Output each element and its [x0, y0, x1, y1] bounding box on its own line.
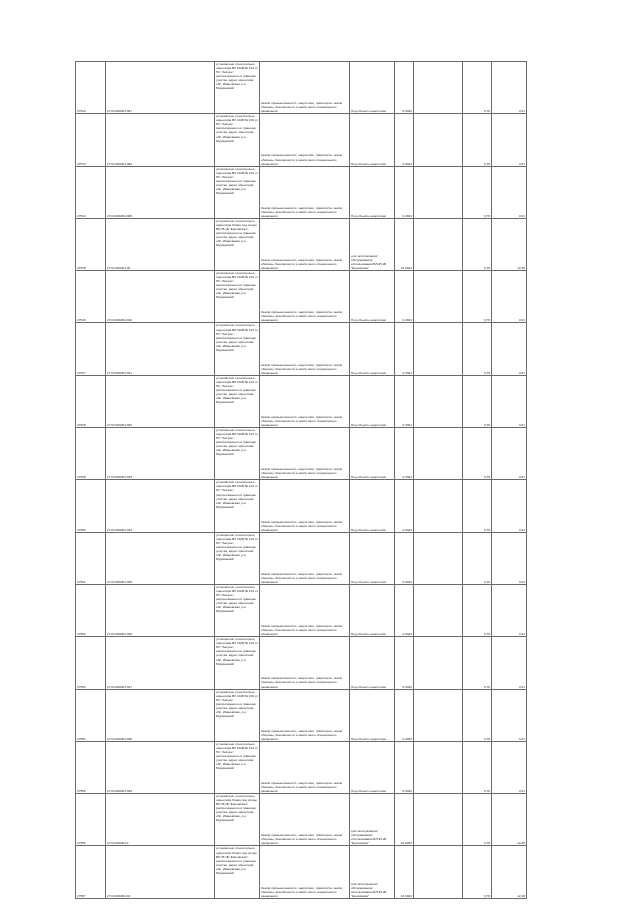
tax-amount-cell: 0,01 [492, 114, 527, 166]
cadastral-number-cell: 27:04:000001:390 [106, 271, 215, 323]
tax-amount-cell: 0,01 [492, 428, 527, 480]
permitted-use-cell: Под объекты энергетики [350, 62, 395, 114]
permitted-use-cell: Под объекты энергетики [350, 637, 395, 689]
permitted-use-cell: Под объекты энергетики [350, 584, 395, 636]
land-category-cell: Земли промышленности, энергетики, транспорта, земли обороны, безопасности и земли иного специального назначения [260, 637, 350, 689]
row-number-cell: 27554 [76, 689, 106, 741]
permitted-use-cell: Под объекты энергетики [350, 689, 395, 741]
row-number-cell: 27552 [76, 584, 106, 636]
area-cell: 0,0024 [395, 584, 414, 636]
row-number-cell: 27545 [76, 218, 106, 270]
row-number-cell: 27557 [76, 846, 106, 898]
permitted-use-cell: Под объекты энергетики [350, 166, 395, 218]
area-cell: 0,0024 [395, 271, 414, 323]
tax-rate-cell: 0,78 [463, 323, 492, 375]
permitted-use-cell: Под объекты энергетики [350, 323, 395, 375]
cadastral-number-cell: 27:04:000001:394 [106, 480, 215, 532]
table-body [76, 62, 527, 899]
row-number-cell: 27553 [76, 637, 106, 689]
land-category-cell: Земли промышленности, энергетики, транспорта, земли обороны, безопасности и земли иного специального назначения [260, 584, 350, 636]
cadastral-number-cell: 27:04:000001:398 [106, 689, 215, 741]
cadastral-number-cell: 27:04:000001:4 [106, 794, 215, 846]
tax-rate-cell: 0,78 [463, 218, 492, 270]
row-number-cell: 27549 [76, 428, 106, 480]
empty-cell [414, 166, 463, 218]
land-category-cell: Земли промышленности, энергетики, транспорта, земли обороны, безопасности и земли иного специального назначения [260, 323, 350, 375]
area-cell: 16,0024 [395, 846, 414, 898]
table-row [76, 689, 527, 741]
location-cell: установлено относительно ориентира ВЛ 10кВ № 104 от ПС "Амгунь", расположенного в границах участка, адрес ориентира: обл. Ивановская, р-н Мурманский [215, 323, 260, 375]
area-cell: 0,0024 [395, 637, 414, 689]
area-cell: 0,0024 [395, 114, 414, 166]
table-row [76, 375, 527, 427]
permitted-use-cell: для эксплуатации/обслуживания/использования ВЛ-35 кВ "Ершовская" [350, 846, 395, 898]
cadastral-number-cell: 27:04:000001:387 [106, 62, 215, 114]
tax-rate-cell: 0,78 [463, 584, 492, 636]
permitted-use-cell: Под объекты энергетики [350, 428, 395, 480]
land-category-cell: Земли промышленности, энергетики, транспорта, земли обороны, безопасности и земли иного специального назначения [260, 794, 350, 846]
table-row [76, 741, 527, 793]
tax-rate-cell: 0,78 [463, 271, 492, 323]
tax-amount-cell: 0,01 [492, 166, 527, 218]
cadastral-number-cell: 27:04:000001:396 [106, 584, 215, 636]
cadastral-number-cell: 27:04:000001:40 [106, 846, 215, 898]
tax-rate-cell: 0,78 [463, 532, 492, 584]
permitted-use-cell: Под объекты энергетики [350, 114, 395, 166]
land-category-cell: Земли промышленности, энергетики, транспорта, земли обороны, безопасности и земли иного специального назначения [260, 375, 350, 427]
tax-rate-cell: 0,78 [463, 794, 492, 846]
empty-cell [414, 218, 463, 270]
cadastral-number-cell: 27:04:000001:391 [106, 323, 215, 375]
location-cell: установлено относительно ориентира ВЛ 10кВ № 104 от ПС "Амгунь", расположенного в границах участка, адрес ориентира: обл. Ивановская, р-н Мурманский [215, 428, 260, 480]
area-cell: 0,0024 [395, 689, 414, 741]
table-row [76, 794, 527, 846]
table-row [76, 62, 527, 114]
location-cell: установлено относительно ориентира ВЛ 10кВ № 104 от ПС "Амгунь", расположенного в границах участка, адрес ориентира: обл. Ивановская, р-н Мурманский [215, 114, 260, 166]
tax-rate-cell: 0,78 [463, 375, 492, 427]
land-category-cell: Земли промышленности, энергетики, транспорта, земли обороны, безопасности и земли иного специального назначения [260, 218, 350, 270]
tax-rate-cell: 0,78 [463, 114, 492, 166]
tax-amount-cell: 0,01 [492, 637, 527, 689]
tax-amount-cell: 0,01 [492, 375, 527, 427]
row-number-cell: 27550 [76, 480, 106, 532]
tax-amount-cell: 0,01 [492, 584, 527, 636]
empty-cell [414, 114, 463, 166]
permitted-use-cell: Под объекты энергетики [350, 271, 395, 323]
land-category-cell: Земли промышленности, энергетики, транспорта, земли обороны, безопасности и земли иного специального назначения [260, 846, 350, 898]
row-number-cell: 27542 [76, 62, 106, 114]
empty-cell [414, 637, 463, 689]
land-category-cell: Земли промышленности, энергетики, транспорта, земли обороны, безопасности и земли иного специального назначения [260, 428, 350, 480]
cadastral-number-cell: 27:04:000001:389 [106, 166, 215, 218]
empty-cell [414, 428, 463, 480]
location-cell: установлено относительно ориентира ВЛ 10кВ № 104 от ПС "Амгунь", расположенного в границах участка, адрес ориентира: обл. Ивановская, р-н Мурманский [215, 166, 260, 218]
tax-rate-cell: 0,78 [463, 846, 492, 898]
tax-amount-cell: 0,01 [492, 323, 527, 375]
location-cell: установлено относительно ориентира ВЛ 10кВ № 104 от ПС "Амгунь", расположенного в границах участка, адрес ориентира: обл. Ивановская, р-н Мурманский [215, 480, 260, 532]
empty-cell [414, 271, 463, 323]
land-category-cell: Земли промышленности, энергетики, транспорта, земли обороны, безопасности и земли иного специального назначения [260, 271, 350, 323]
row-number-cell: 27547 [76, 323, 106, 375]
table-row [76, 846, 527, 898]
table-row [76, 166, 527, 218]
empty-cell [414, 323, 463, 375]
area-cell: 16,0024 [395, 794, 414, 846]
location-cell: установлено относительно ориентира Линия под опоры ВЛ-35 кВ "Ершовская", расположенного в границах участка, адрес ориентира: обл. Ивановская, р-н Мурманский [215, 794, 260, 846]
empty-cell [414, 375, 463, 427]
location-cell: установлено относительно ориентира ВЛ 10кВ № 104 от ПС "Амгунь", расположенного в границах участка, адрес ориентира: обл. Ивановская, р-н Мурманский [215, 62, 260, 114]
empty-cell [414, 584, 463, 636]
table-row [76, 584, 527, 636]
permitted-use-cell: Под объекты энергетики [350, 480, 395, 532]
tax-rate-cell: 0,78 [463, 62, 492, 114]
tax-amount-cell: 12,48 [492, 794, 527, 846]
location-cell: установлено относительно ориентира ВЛ 10кВ № 104 от ПС "Амгунь", расположенного в границах участка, адрес ориентира: обл. Ивановская, р-н Мурманский [215, 375, 260, 427]
land-category-cell: Земли промышленности, энергетики, транспорта, земли обороны, безопасности и земли иного специального назначения [260, 741, 350, 793]
area-cell: 0,0024 [395, 62, 414, 114]
land-category-cell: Земли промышленности, энергетики, транспорта, земли обороны, безопасности и земли иного специального назначения [260, 532, 350, 584]
tax-amount-cell: 0,01 [492, 271, 527, 323]
cadastral-number-cell: 27:04:000001:399 [106, 741, 215, 793]
area-cell: 0,0024 [395, 428, 414, 480]
tax-rate-cell: 0,78 [463, 166, 492, 218]
cadastral-number-cell: 27:04:000001:389 [106, 114, 215, 166]
row-number-cell: 27551 [76, 532, 106, 584]
empty-cell [414, 846, 463, 898]
row-number-cell: 27544 [76, 166, 106, 218]
tax-rate-cell: 0,78 [463, 637, 492, 689]
table-row [76, 428, 527, 480]
table-row [76, 532, 527, 584]
land-category-cell: Земли промышленности, энергетики, транспорта, земли обороны, безопасности и земли иного специального назначения [260, 166, 350, 218]
table-row [76, 637, 527, 689]
area-cell: 0,0024 [395, 323, 414, 375]
empty-cell [414, 689, 463, 741]
land-category-cell: Земли промышленности, энергетики, транспорта, земли обороны, безопасности и земли иного специального назначения [260, 689, 350, 741]
permitted-use-cell: для эксплуатации/обслуживания/использования ВЛ-35 кВ "Ершовская" [350, 218, 395, 270]
permitted-use-cell: Под объекты энергетики [350, 532, 395, 584]
row-number-cell: 27548 [76, 375, 106, 427]
empty-cell [414, 480, 463, 532]
document-page [75, 61, 526, 899]
empty-cell [414, 741, 463, 793]
row-number-cell: 27546 [76, 271, 106, 323]
tax-amount-cell: 0,01 [492, 62, 527, 114]
tax-rate-cell: 0,78 [463, 741, 492, 793]
cadastral-number-cell: 27:04:000001:39 [106, 218, 215, 270]
land-category-cell: Земли промышленности, энергетики, транспорта, земли обороны, безопасности и земли иного специального назначения [260, 62, 350, 114]
land-plots-table [75, 61, 527, 899]
location-cell: установлено относительно ориентира ВЛ 10кВ № 104 от ПС "Амгунь", расположенного в границах участка, адрес ориентира: обл. Ивановская, р-н Мурманский [215, 741, 260, 793]
tax-rate-cell: 0,78 [463, 428, 492, 480]
permitted-use-cell: Под объекты энергетики [350, 741, 395, 793]
table-row [76, 480, 527, 532]
location-cell: установлено относительно ориентира ВЛ 10кВ № 104 от ПС "Амгунь", расположенного в границах участка, адрес ориентира: обл. Ивановская, р-н Мурманский [215, 532, 260, 584]
area-cell: 0,0024 [395, 375, 414, 427]
cadastral-number-cell: 27:04:000001:397 [106, 637, 215, 689]
tax-rate-cell: 0,78 [463, 689, 492, 741]
area-cell: 0,0024 [395, 532, 414, 584]
area-cell: 0,0024 [395, 741, 414, 793]
tax-amount-cell: 0,01 [492, 532, 527, 584]
tax-amount-cell: 0,01 [492, 480, 527, 532]
empty-cell [414, 532, 463, 584]
location-cell: установлено относительно ориентира ВЛ 10кВ № 104 от ПС "Амгунь", расположенного в границах участка, адрес ориентира: обл. Ивановская, р-н Мурманский [215, 584, 260, 636]
cadastral-number-cell: 27:04:000001:395 [106, 532, 215, 584]
location-cell: установлено относительно ориентира Линия под опоры ВЛ-35 кВ "Ершовская", расположенного в границах участка, адрес ориентира: обл. Ивановская, р-н Мурманский [215, 846, 260, 898]
land-category-cell: Земли промышленности, энергетики, транспорта, земли обороны, безопасности и земли иного специального назначения [260, 114, 350, 166]
table-row [76, 114, 527, 166]
cadastral-number-cell: 27:04:000001:393 [106, 428, 215, 480]
tax-amount-cell: 12,48 [492, 218, 527, 270]
tax-rate-cell: 0,78 [463, 480, 492, 532]
table-row [76, 271, 527, 323]
empty-cell [414, 62, 463, 114]
location-cell: установлено относительно ориентира ВЛ 10кВ № 104 от ПС "Амгунь", расположенного в границах участка, адрес ориентира: обл. Ивановская, р-н Мурманский [215, 271, 260, 323]
tax-amount-cell: 0,01 [492, 689, 527, 741]
tax-amount-cell: 12,48 [492, 846, 527, 898]
location-cell: установлено относительно ориентира Линия под опоры ВЛ-35 кВ "Ершовская", расположенного в границах участка, адрес ориентира: обл. Ивановская, р-н Мурманский [215, 218, 260, 270]
cadastral-number-cell: 27:04:000001:392 [106, 375, 215, 427]
area-cell: 16,0024 [395, 218, 414, 270]
location-cell: установлено относительно ориентира ВЛ 10кВ № 104 от ПС "Амгунь", расположенного в границах участка, адрес ориентира: обл. Ивановская, р-н Мурманский [215, 637, 260, 689]
permitted-use-cell: для эксплуатации/обслуживания/использования ВЛ-35 кВ "Ершовская" [350, 794, 395, 846]
row-number-cell: 27543 [76, 114, 106, 166]
table-row [76, 323, 527, 375]
row-number-cell: 27556 [76, 794, 106, 846]
area-cell: 0,0024 [395, 480, 414, 532]
land-category-cell: Земли промышленности, энергетики, транспорта, земли обороны, безопасности и земли иного специального назначения [260, 480, 350, 532]
area-cell: 0,0024 [395, 166, 414, 218]
table-row [76, 218, 527, 270]
location-cell: установлено относительно ориентира ВЛ 10кВ № 104 от ПС "Амгунь", расположенного в границах участка, адрес ориентира: обл. Ивановская, р-н Мурманский [215, 689, 260, 741]
tax-amount-cell: 0,01 [492, 741, 527, 793]
row-number-cell: 27555 [76, 741, 106, 793]
empty-cell [414, 794, 463, 846]
permitted-use-cell: Под объекты энергетики [350, 375, 395, 427]
